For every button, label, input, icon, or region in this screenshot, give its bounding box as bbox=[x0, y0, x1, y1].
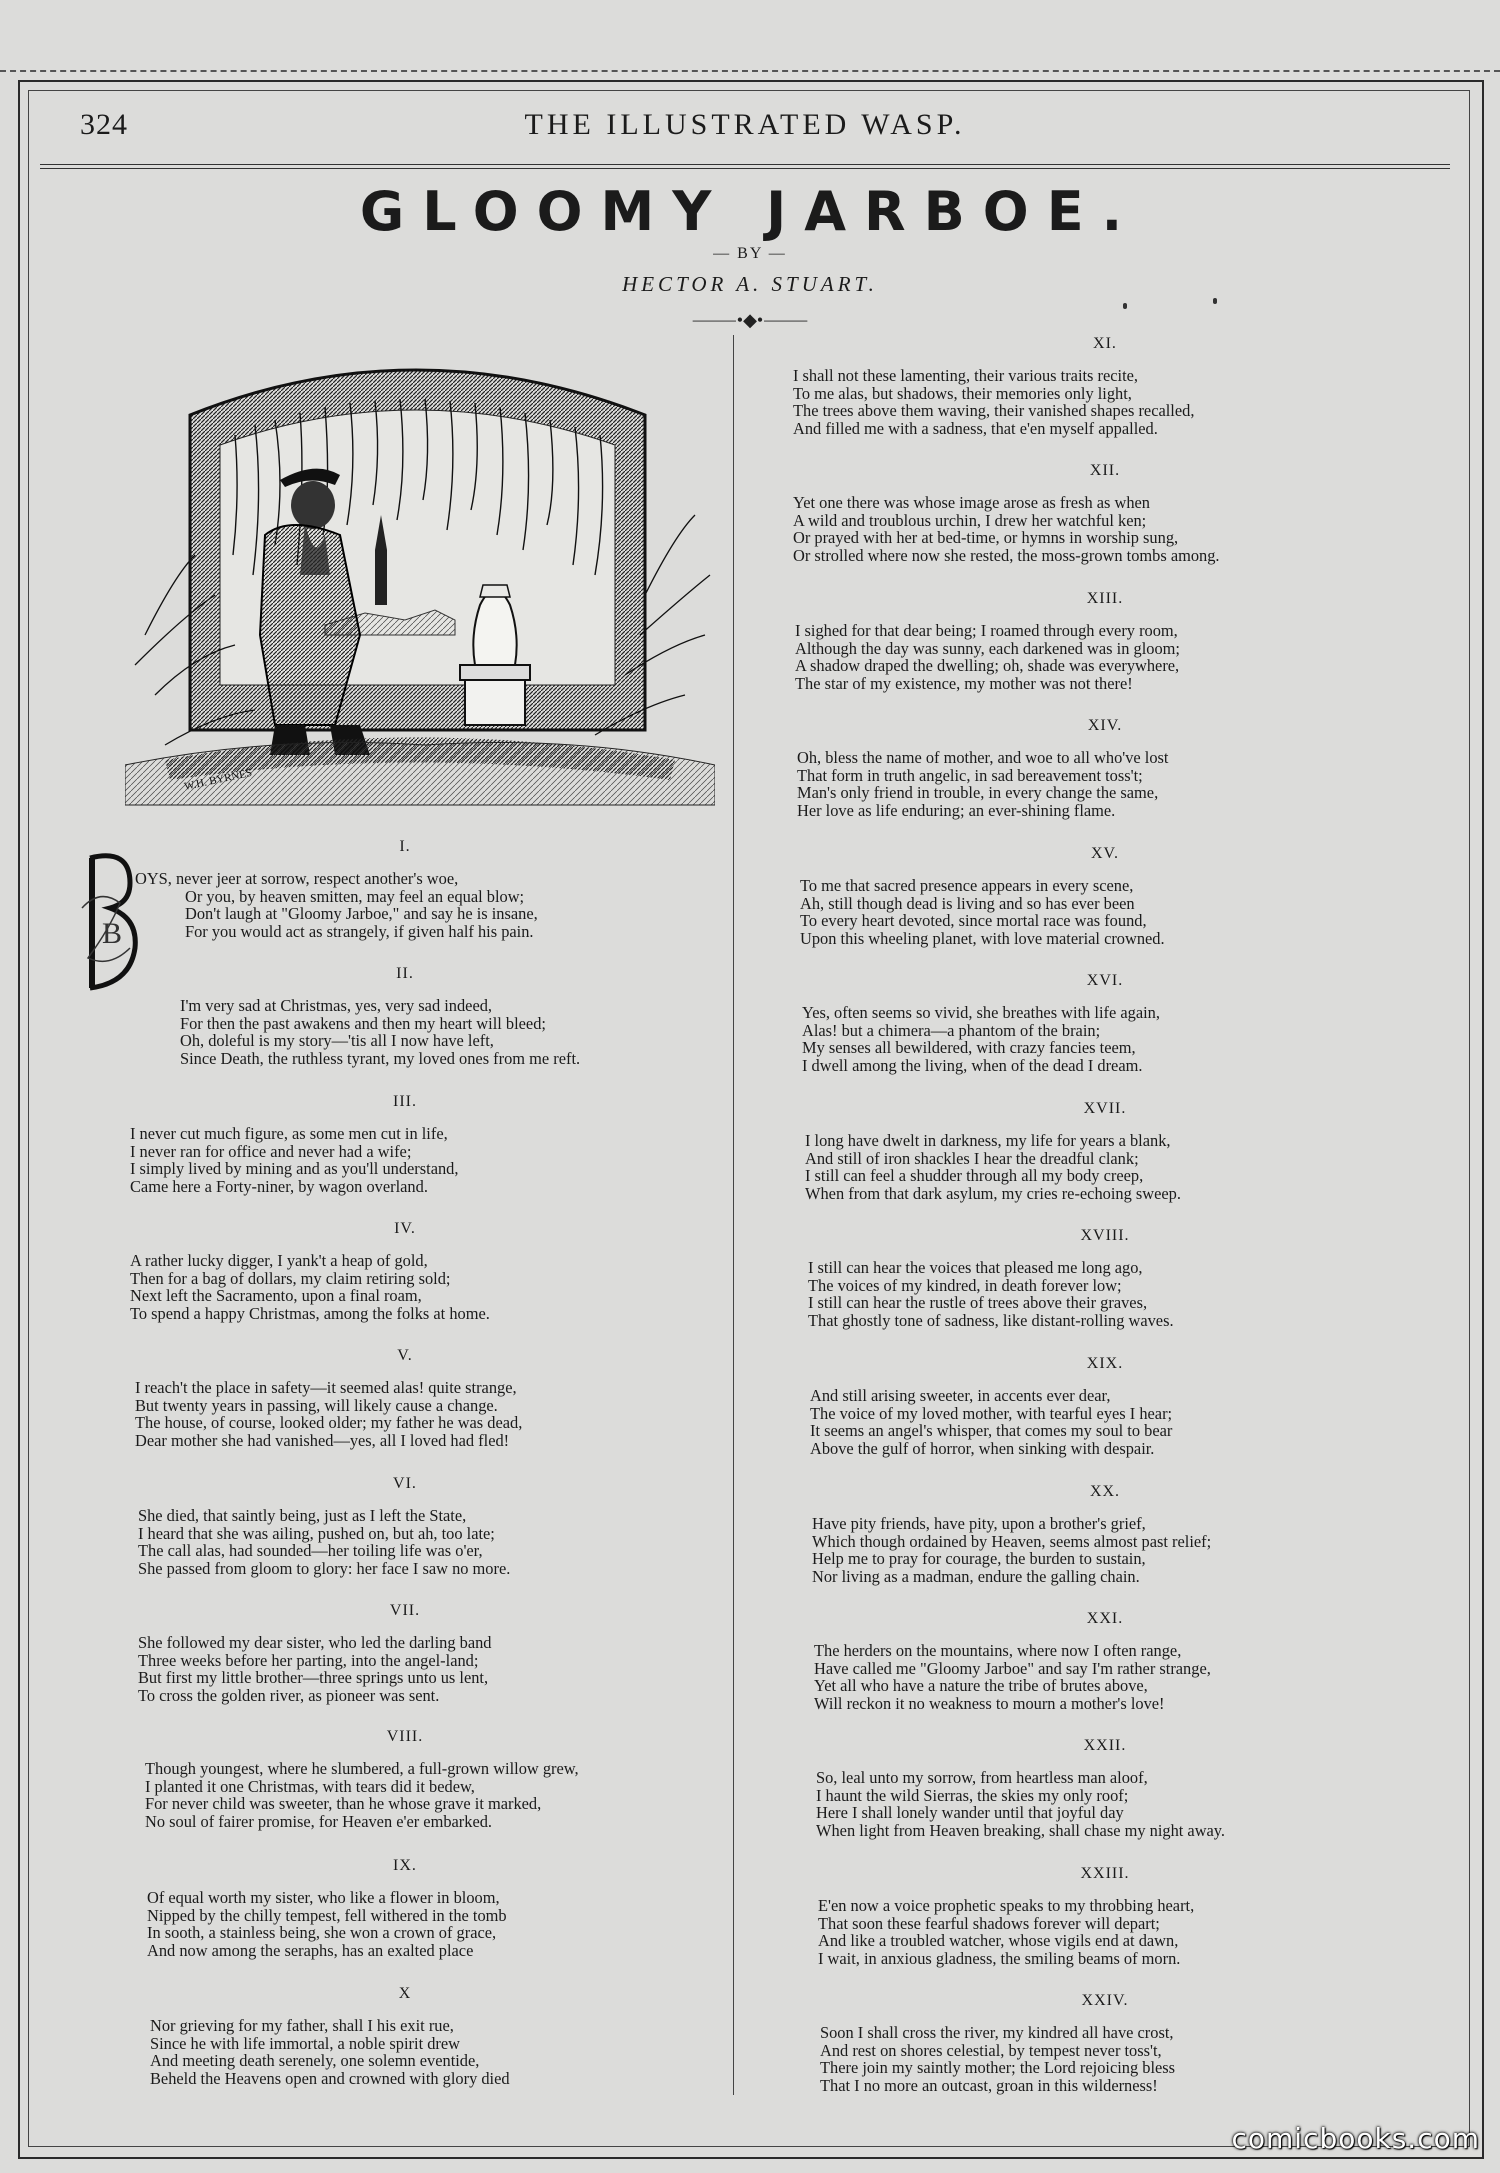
poem-line: The voice of my loved mother, with tearful eyes I hear; bbox=[810, 1403, 1173, 1423]
stanza-numeral: II. bbox=[396, 965, 414, 982]
poem-line: I heard that she was ailing, pushed on, but ah, too late; bbox=[138, 1523, 495, 1543]
poem-line: For then the past awakens and then my heart will bleed; bbox=[180, 1013, 546, 1033]
stanza-numeral: XV. bbox=[1090, 845, 1120, 862]
poem-line: Have called me "Gloomy Jarboe" and say I'm rather strange, bbox=[814, 1658, 1211, 1678]
poem-line: I dwell among the living, when of the dead I dream. bbox=[802, 1055, 1143, 1075]
stanza-numeral: X bbox=[398, 1985, 412, 2002]
poem-line: And rest on shores celestial, by tempest never toss't, bbox=[820, 2040, 1162, 2060]
poem-line: Upon this wheeling planet, with love material crowned. bbox=[800, 928, 1165, 948]
poem-line: She died, that saintly being, just as I left the State, bbox=[138, 1506, 467, 1525]
poem-line: Man's only friend in trouble, in every change the same, bbox=[797, 783, 1159, 803]
poem-line: Nipped by the chilly tempest, fell withered in the tomb bbox=[147, 1905, 507, 1925]
poem-line: Beheld the Heavens open and crowned with glory died bbox=[150, 2068, 510, 2088]
poem-line: Of equal worth my sister, who like a flower in bloom, bbox=[147, 1888, 500, 1907]
poem-line: The star of my existence, my mother was not there! bbox=[795, 673, 1133, 693]
poem-line: But first my little brother—three springs unto us lent, bbox=[138, 1668, 489, 1688]
poem-line: My senses all bewildered, with crazy fancies teem, bbox=[802, 1038, 1136, 1058]
poem-line: Will reckon it no weakness to mourn a mother's love! bbox=[814, 1693, 1165, 1713]
stanza bbox=[810, 1355, 1172, 1457]
poem-line: There join my saintly mother; the Lord rejoicing bless bbox=[820, 2058, 1176, 2078]
poem-line: She followed my dear sister, who led the darling band bbox=[138, 1633, 492, 1652]
poem-line: Or strolled where now she rested, the moss-grown tombs among. bbox=[793, 545, 1220, 565]
site-watermark: comicbooks.com bbox=[1231, 2122, 1480, 2155]
stanza-numeral: XXIV. bbox=[1081, 1992, 1129, 2009]
poem-line: Or prayed with her at bed-time, or hymns in worship sung, bbox=[793, 528, 1179, 548]
poem-line: But twenty years in passing, will likely cause a change. bbox=[135, 1395, 498, 1415]
poem-line: Soon I shall cross the river, my kindred all have crost, bbox=[820, 2023, 1174, 2042]
poem-line: I still can hear the voices that pleased me long ago, bbox=[808, 1258, 1143, 1277]
poem-line: To cross the golden river, as pioneer was sent. bbox=[138, 1685, 440, 1705]
poem-line: Above the gulf of horror, when sinking with despair. bbox=[810, 1438, 1155, 1458]
stanza-numeral: XII. bbox=[1089, 462, 1121, 479]
poem-line: For you would act as strangely, if given half his pain. bbox=[185, 921, 534, 941]
poem-line: Yet all who have a nature the tribe of brutes above, bbox=[814, 1676, 1148, 1696]
poem-line: And meeting death serenely, one solemn eventide, bbox=[150, 2051, 480, 2071]
page-number: 324 bbox=[80, 108, 128, 141]
poem-line: Though youngest, where he slumbered, a full-grown willow grew, bbox=[145, 1759, 579, 1778]
stanza bbox=[147, 1857, 507, 1959]
poem-line: The call alas, had sounded—her toiling life was o'er, bbox=[138, 1541, 483, 1561]
poem-line: OYS, never jeer at sorrow, respect another's woe, bbox=[135, 869, 459, 888]
poem-line: She passed from gloom to glory: her face I saw no more. bbox=[138, 1558, 511, 1578]
poem-line: That I no more an outcast, groan in this wilderness! bbox=[820, 2075, 1158, 2095]
stanza bbox=[795, 590, 1180, 692]
poem-line: Alas! but a chimera—a phantom of the brain; bbox=[802, 1020, 1101, 1040]
stanza bbox=[150, 1985, 510, 2087]
poem-line: To me that sacred presence appears in every scene, bbox=[800, 876, 1134, 895]
poem-line: Three weeks before her parting, into the angel-land; bbox=[138, 1650, 479, 1670]
poem-line: I still can feel a shudder through all my body creep, bbox=[805, 1166, 1144, 1186]
stanza bbox=[808, 1227, 1174, 1329]
poem-line: I still can hear the rustle of trees above their graves, bbox=[808, 1293, 1148, 1313]
stanza bbox=[816, 1737, 1225, 1839]
poem-line: Nor grieving for my father, shall I his exit rue, bbox=[150, 2016, 454, 2035]
poem-line: I haunt the wild Sierras, the skies my only roof; bbox=[816, 1785, 1129, 1805]
poem-line: That soon these fearful shadows forever will depart; bbox=[818, 1913, 1160, 1933]
stanza bbox=[820, 1992, 1175, 2094]
stanza bbox=[180, 965, 580, 1067]
stanza bbox=[812, 1483, 1211, 1585]
byline: — BY — bbox=[713, 245, 787, 262]
poem-line: And still arising sweeter, in accents ever dear, bbox=[810, 1386, 1111, 1405]
poem-line: I'm very sad at Christmas, yes, very sad indeed, bbox=[180, 996, 493, 1015]
poem-line: That form in truth angelic, in sad bereavement toss't; bbox=[797, 765, 1143, 785]
mourner-at-grave-engraving bbox=[125, 335, 715, 815]
poem-line: For never child was sweeter, than he whose grave it marked, bbox=[145, 1794, 542, 1814]
stanza-numeral: IX. bbox=[393, 1857, 417, 1874]
poem-title: GLOOMY JARBOE. bbox=[359, 180, 1141, 243]
stanza bbox=[145, 1728, 579, 1830]
poem-line: Help me to pray for courage, the burden to sustain, bbox=[812, 1549, 1146, 1569]
poem-line: The trees above them waving, their vanished shapes recalled, bbox=[793, 401, 1195, 421]
poem-line: Which though ordained by Heaven, seems almost past relief; bbox=[812, 1531, 1212, 1551]
poem-line: I long have dwelt in darkness, my life for years a blank, bbox=[805, 1131, 1171, 1150]
poem-line: And filled me with a sadness, that e'en myself appalled. bbox=[793, 418, 1158, 438]
ornament-divider: ⸻•◆•⸻ bbox=[691, 310, 809, 330]
poem-line: I simply lived by mining and as you'll understand, bbox=[130, 1159, 459, 1179]
poem-line: I never cut much figure, as some men cut in life, bbox=[130, 1124, 448, 1143]
stanza bbox=[130, 1093, 458, 1195]
poem-line: Have pity friends, have pity, upon a brother's grief, bbox=[812, 1514, 1146, 1533]
poem-line: The herders on the mountains, where now I often range, bbox=[814, 1641, 1182, 1660]
stanza bbox=[135, 1347, 522, 1449]
stanza-numeral: XIV. bbox=[1087, 717, 1123, 734]
stanza-numeral: XVI. bbox=[1086, 972, 1124, 989]
stanza bbox=[793, 462, 1220, 564]
stanza bbox=[793, 335, 1194, 437]
poem-line: A wild and troublous urchin, I drew her watchful ken; bbox=[793, 510, 1147, 530]
poem-line: Next left the Sacramento, upon a final roam, bbox=[130, 1286, 422, 1306]
stanza-numeral: V. bbox=[397, 1347, 413, 1364]
stanza-numeral: XX. bbox=[1089, 1483, 1121, 1500]
poem-line: Yet one there was whose image arose as fresh as when bbox=[793, 493, 1150, 512]
stanza-numeral: XXII. bbox=[1083, 1737, 1127, 1754]
poem-line: Ah, still though dead is living and so has ever been bbox=[800, 893, 1135, 913]
stanza-numeral: XIX. bbox=[1086, 1355, 1124, 1372]
poem-line: Oh, bless the name of mother, and woe to all who've lost bbox=[797, 748, 1169, 767]
poem-line: Oh, doleful is my story—'tis all I now have left, bbox=[180, 1031, 494, 1051]
stanza-numeral: XVIII. bbox=[1080, 1227, 1130, 1244]
stanza bbox=[130, 1220, 490, 1322]
column-divider bbox=[733, 335, 734, 2095]
poem-line: Since he with life immortal, a noble spirit drew bbox=[150, 2033, 460, 2053]
poem-line: Or you, by heaven smitten, may feel an equal blow; bbox=[185, 886, 525, 906]
dropcap-letter bbox=[80, 848, 142, 998]
poem-line: So, leal unto my sorrow, from heartless man aloof, bbox=[816, 1768, 1148, 1787]
poem-line: When light from Heaven breaking, shall chase my night away. bbox=[816, 1820, 1226, 1840]
stanza bbox=[138, 1602, 491, 1704]
stanza bbox=[805, 1100, 1181, 1202]
author-name: HECTOR A. STUART. bbox=[622, 272, 878, 296]
poem-line: I sighed for that dear being; I roamed through every room, bbox=[795, 621, 1178, 640]
stanza bbox=[800, 845, 1165, 947]
poem-line: In sooth, a stainless being, she won a crown of grace, bbox=[147, 1923, 497, 1943]
poem-line: Then for a bag of dollars, my claim retiring sold; bbox=[130, 1268, 451, 1288]
poem-line: It seems an angel's whisper, that comes my soul to bear bbox=[810, 1421, 1173, 1441]
stanza bbox=[138, 1475, 510, 1577]
masthead: THE ILLUSTRATED WASP. bbox=[524, 108, 966, 141]
header-rule bbox=[40, 164, 1450, 169]
poem-line: To every heart devoted, since mortal race was found, bbox=[800, 911, 1147, 931]
poem-line: Although the day was sunny, each darkened was in gloom; bbox=[795, 638, 1180, 658]
illustration-signature: W.H. BYRNES bbox=[183, 766, 254, 793]
poem-line: I never ran for office and never had a wife; bbox=[130, 1141, 412, 1161]
stanza-numeral: XI. bbox=[1093, 335, 1117, 352]
poem-line: And like a troubled watcher, whose vigils end at dawn, bbox=[818, 1931, 1179, 1951]
poem-line: I shall not these lamenting, their various traits recite, bbox=[793, 366, 1139, 385]
poem-line: A shadow draped the dwelling; oh, shade was everywhere, bbox=[795, 656, 1180, 676]
stanza-numeral: III. bbox=[393, 1093, 417, 1110]
poem-line: And still of iron shackles I hear the dreadful clank; bbox=[805, 1148, 1139, 1168]
stanza bbox=[135, 838, 538, 940]
svg-text:B: B bbox=[102, 917, 123, 950]
page-header bbox=[40, 108, 1450, 148]
poem-line: Nor living as a madman, endure the galling chain. bbox=[812, 1566, 1140, 1586]
poem-line: To spend a happy Christmas, among the folks at home. bbox=[130, 1303, 490, 1323]
poem-line: And now among the seraphs, has an exalted place bbox=[147, 1940, 474, 1960]
stanza bbox=[818, 1865, 1194, 1967]
stanza-numeral: VI. bbox=[393, 1475, 417, 1492]
stanza-numeral: XVII. bbox=[1083, 1100, 1127, 1117]
poem-line: The house, of course, looked older; my father he was dead, bbox=[135, 1413, 523, 1433]
poem-line: Here I shall lonely wander until that joyful day bbox=[816, 1803, 1124, 1823]
stanza-numeral: XXI. bbox=[1086, 1610, 1124, 1627]
stanza-numeral: IV. bbox=[394, 1220, 416, 1237]
print-speck bbox=[1123, 303, 1127, 309]
stanza-numeral: I. bbox=[399, 838, 411, 855]
poem-line: Her love as life enduring; an ever-shining flame. bbox=[797, 800, 1116, 820]
stanza bbox=[814, 1610, 1211, 1712]
poem-line: Since Death, the ruthless tyrant, my loved ones from me reft. bbox=[180, 1048, 581, 1068]
poem-line: Came here a Forty-niner, by wagon overland. bbox=[130, 1176, 428, 1196]
poem-line: When from that dark asylum, my cries re-echoing sweep. bbox=[805, 1183, 1181, 1203]
poem-line: E'en now a voice prophetic speaks to my throbbing heart, bbox=[818, 1896, 1195, 1915]
poem-line: Yes, often seems so vivid, she breathes with life again, bbox=[802, 1003, 1160, 1022]
poem-line: Dear mother she had vanished—yes, all I loved had fled! bbox=[135, 1430, 510, 1450]
poem-line: I reach't the place in safety—it seemed alas! quite strange, bbox=[135, 1378, 517, 1397]
stanza-numeral: XIII. bbox=[1086, 590, 1124, 607]
print-speck bbox=[1213, 298, 1217, 304]
stanza-numeral: VII. bbox=[389, 1602, 421, 1619]
poem-line: I wait, in anxious gladness, the smiling beams of morn. bbox=[818, 1948, 1181, 1968]
poem-line: I planted it one Christmas, with tears did it bedew, bbox=[145, 1776, 475, 1796]
stanza bbox=[797, 717, 1168, 819]
top-dashed-rule bbox=[0, 70, 1500, 72]
poem-line: A rather lucky digger, I yank't a heap of gold, bbox=[130, 1251, 428, 1270]
poem-line: Don't laugh at "Gloomy Jarboe," and say he is insane, bbox=[185, 904, 538, 924]
stanza bbox=[802, 972, 1160, 1074]
poem-line: To me alas, but shadows, their memories only light, bbox=[793, 383, 1132, 403]
poem-line: No soul of fairer promise, for Heaven e'er embarked. bbox=[145, 1811, 493, 1831]
poem-line: That ghostly tone of sadness, like distant-rolling waves. bbox=[808, 1310, 1174, 1330]
stanza-numeral: VIII. bbox=[386, 1728, 424, 1745]
stanza-numeral: XXIII. bbox=[1080, 1865, 1130, 1882]
poem-line: The voices of my kindred, in death forever low; bbox=[808, 1275, 1122, 1295]
